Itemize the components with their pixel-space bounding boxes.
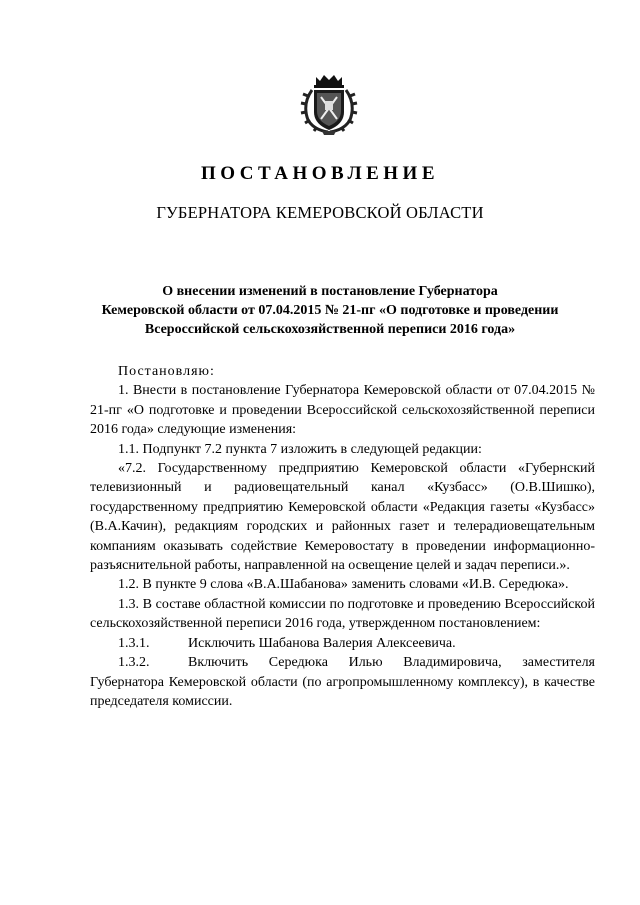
- document-title: ПОСТАНОВЛЕНИЕ: [200, 163, 440, 184]
- paragraph-1-1: 1.1. Подпункт 7.2 пункта 7 изложить в следующей редакции:: [118, 441, 482, 457]
- paragraph-1-3: 1.3. В составе областной комиссии по подготовке и проведению Всероссийской сельскохозяйственной переписи 2016 года, утвержденном постановлением:: [90, 596, 595, 632]
- coat-of-arms-icon: [300, 72, 358, 136]
- subject-line-2: Кемеровской области от 07.04.2015 № 21-пг «О подготовке и проведении: [101, 303, 559, 318]
- subject-line-3: Всероссийской сельскохозяйственной переписи 2016 года»: [144, 322, 516, 337]
- item-number: 1.3.1.: [118, 635, 150, 651]
- decree-word: Постановляю:: [118, 364, 215, 379]
- subject-line-1: О внесении изменений в постановление Губернатора: [162, 284, 498, 299]
- item-text: Исключить Шабанова Валерия Алексеевича.: [188, 635, 456, 651]
- paragraph-1: 1. Внести в постановление Губернатора Кемеровской области от 07.04.2015 № 21-пг «О подготовке и проведении Всероссийской сельскохозяйственной переписи 2016 года» следующие изменения:: [90, 383, 595, 438]
- item-number: 1.3.2.: [118, 655, 150, 671]
- paragraph-7-2: «7.2. Государственному предприятию Кемеровской области «Губернский телевизионный и радиовещательный канал «Кузбасс» (О.В.Шишко), государственному предприятию Кемеровской области «Редакция газеты «Кузбасс» (В.А.Качин), редакциям городских и районных газет и телерадиовещательным компаниям оказывать содействие Кемеровостату в проведении информационно-разъяснительной работы, направленной на освещение целей и задач переписи.».: [90, 461, 595, 574]
- paragraph-1-3-1: [90, 634, 595, 653]
- document-issuer: ГУБЕРНАТОРА КЕМЕРОВСКОЙ ОБЛАСТИ: [156, 203, 484, 222]
- document-subject: [80, 282, 580, 339]
- paragraph-1-3-2-continuation: Губернатора Кемеровской области (по агропромышленному комплексу), в качестве председателя комиссии.: [90, 674, 595, 709]
- document-body: [90, 362, 595, 711]
- paragraph-1-2: 1.2. В пункте 9 слова «В.А.Шабанова» заменить словами «И.В. Середюка».: [118, 577, 569, 593]
- paragraph-1-3-2: [90, 653, 595, 672]
- item-text: Включить Середюка Илью Владимировича, заместителя: [188, 655, 595, 671]
